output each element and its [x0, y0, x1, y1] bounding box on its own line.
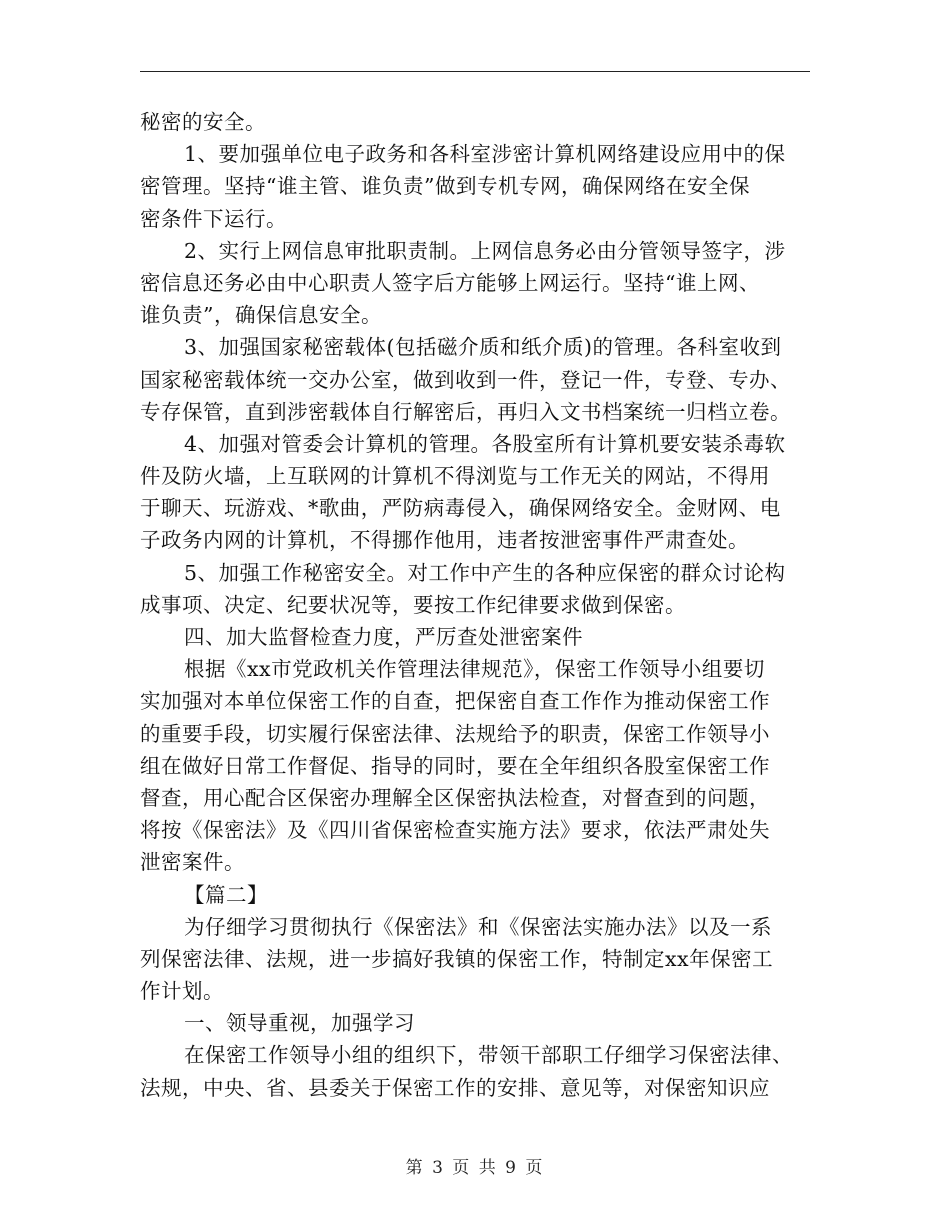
text-line: 在保密工作领导小组的组织下，带领干部职工仔细学习保密法律、 — [184, 1043, 793, 1068]
text-line: 于聊天、玩游戏、*歌曲，严防病毒侵入，确保网络安全。金财网、电 — [140, 496, 781, 521]
text-line: 四、加大监督检查力度，严厉查处泄密案件 — [184, 625, 583, 649]
text-line: 秘密的安全。 — [140, 110, 266, 134]
text-line: 一、领导重视，加强学习 — [184, 1011, 415, 1036]
text-line: 2、实行上网信息审批职责制。上网信息务必由分管领导签字，涉 — [184, 238, 786, 263]
text-line: 子政务内网的计算机，不得挪作他用，违者按泄密事件严肃查处。 — [140, 528, 749, 553]
text-line: 谁负责”，确保信息安全。 — [140, 303, 382, 328]
text-line: 督查，用心配合区保密办理解全区保密执法检查，对督查到的问题， — [140, 785, 770, 810]
text-line: 3、加强国家秘密载体(包括磁介质和纸介质)的管理。各科室收到 — [184, 335, 782, 360]
document-body — [140, 106, 820, 1104]
text-line: 成事项、决定、纪要状况等，要按工作纪律要求做到保密。 — [140, 592, 686, 617]
text-line: 组在做好日常工作督促、指导的同时，要在全年组织各股室保密工作 — [140, 753, 770, 778]
text-line: 【篇二】 — [184, 882, 268, 907]
text-line: 列保密法律、法规，进一步搞好我镇的保密工作，特制定xx年保密工 — [140, 946, 774, 971]
text-line: 密信息还务必由中心职责人签字后方能够上网运行。坚持“谁上网、 — [140, 270, 760, 295]
text-line: 将按《保密法》及《四川省保密检查实施方法》要求，依法严肃处失 — [140, 818, 770, 843]
text-line: 5、加强工作秘密安全。对工作中产生的各种应保密的群众讨论构 — [184, 560, 786, 585]
text-line: 密管理。坚持“谁主管、谁负责”做到专机专网，确保网络在安全保 — [140, 174, 750, 199]
page-footer: 第 3 页 共 9 页 — [405, 1158, 545, 1178]
text-line: 根据《xx市党政机关作管理法律规范》，保密工作领导小组要切 — [184, 657, 765, 682]
text-line: 作计划。 — [140, 979, 224, 1004]
header-divider — [140, 71, 810, 72]
text-line: 4、加强对管委会计算机的管理。各股室所有计算机要安装杀毒软 — [184, 431, 786, 456]
text-line: 1、要加强单位电子政务和各科室涉密计算机网络建设应用中的保 — [184, 142, 786, 167]
text-line: 国家秘密载体统一交办公室，做到收到一件，登记一件，专登、专办、 — [140, 367, 791, 392]
text-line: 专存保管，直到涉密载体自行解密后，再归入文书档案统一归档立卷。 — [140, 399, 791, 424]
text-line: 为仔细学习贯彻执行《保密法》和《保密法实施办法》以及一系 — [184, 914, 772, 939]
text-line: 的重要手段，切实履行保密法律、法规给予的职责，保密工作领导小 — [140, 721, 770, 746]
text-line: 件及防火墙，上互联网的计算机不得浏览与工作无关的网站，不得用 — [140, 464, 770, 489]
text-line: 密条件下运行。 — [140, 206, 287, 231]
text-line: 实加强对本单位保密工作的自查，把保密自查工作作为推动保密工作 — [140, 689, 770, 714]
text-line: 法规，中央、省、县委关于保密工作的安排、意见等，对保密知识应 — [140, 1075, 770, 1100]
text-line: 泄密案件。 — [140, 850, 245, 875]
